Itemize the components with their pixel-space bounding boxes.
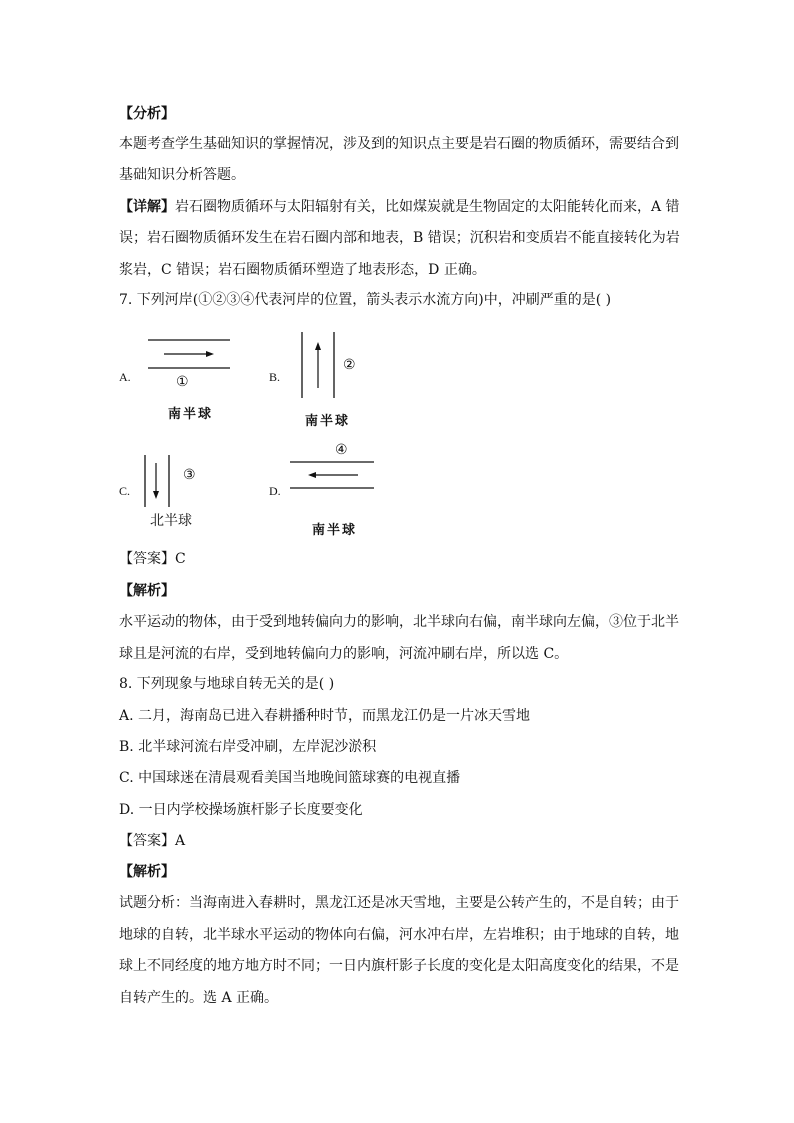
q8-analysis-line-3: 球上不同经度的地方地方时不同；一日内旗杆影子长度的变化是太阳高度变化的结果，不是 (119, 958, 679, 974)
q7-option-c-label: C. (119, 484, 131, 498)
q8-option-d: D. 一日内学校操场旗杆影子长度要变化 (119, 802, 363, 818)
q7-marker-b: ② (343, 357, 356, 373)
q7-caption-d: 南半球 (312, 523, 358, 538)
q7-option-d-label: D. (269, 484, 281, 498)
q7-caption-a: 南半球 (168, 407, 214, 422)
detail-heading: 【详解】 (119, 199, 175, 215)
q8-stem: 8. 下列现象与地球自转无关的是( ) (119, 676, 335, 692)
q8-analysis-heading: 【解析】 (119, 864, 175, 880)
q8-answer: 【答案】A (119, 833, 186, 849)
q7-marker-c: ③ (183, 467, 196, 483)
q7-analysis-line-2: 球且是河流的右岸，受到地转偏向力的影响，河流冲刷右岸，所以选 C。 (119, 646, 569, 662)
q8-option-a: A. 二月，海南岛已进入春耕播种时节，而黑龙江仍是一片冰天雪地 (119, 708, 531, 724)
q7-diagram-b (299, 332, 339, 402)
q8-analysis-line-2: 地球的自转，北半球水平运动的物体向右偏，河水冲右岸，左岩堆积；由于地球的自转，地 (119, 927, 679, 943)
q7-analysis-line-1: 水平运动的物体，由于受到地转偏向力的影响，北半球向右偏，南半球向左偏，③位于北半 (119, 614, 679, 630)
detail-line-2: 误；岩石圈物质循环发生在岩石圈内部和地表，B 错误；沉积岩和变质岩不能直接转化为岩 (119, 230, 680, 246)
q7-marker-d: ④ (335, 442, 348, 458)
q7-stem: 7. 下列河岸(①②③④代表河岸的位置，箭头表示水流方向)中，冲刷严重的是( ) (119, 292, 612, 308)
q8-option-c: C. 中国球迷在清晨观看美国当地晚间篮球赛的电视直播 (119, 770, 461, 786)
analysis-line-1: 本题考查学生基础知识的掌握情况，涉及到的知识点主要是岩石圈的物质循环，需要结合到 (119, 136, 679, 152)
q7-diagram-c (142, 455, 174, 511)
q8-option-b: B. 北半球河流右岸受冲刷，左岸泥沙淤积 (119, 739, 377, 755)
q7-diagram-d (290, 460, 376, 492)
q7-option-b-label: B. (269, 370, 281, 384)
q7-answer: 【答案】C (119, 551, 186, 567)
q7-diagram-a (148, 338, 232, 372)
detail-line-1 (119, 199, 680, 215)
detail-line-3: 浆岩，C 错误；岩石圈物质循环塑造了地表形态，D 正确。 (119, 262, 486, 278)
q7-caption-c: 北半球 (150, 513, 192, 529)
q8-analysis-line-4: 自转产生的。选 A 正确。 (119, 990, 279, 1006)
q7-marker-a: ① (176, 374, 189, 390)
q7-option-a-label: A. (119, 370, 131, 384)
analysis-line-2: 基础知识分析答题。 (119, 167, 245, 183)
analysis-heading: 【分析】 (119, 106, 175, 122)
q7-caption-b: 南半球 (305, 414, 351, 429)
detail-text-1: 岩石圈物质循环与太阳辐射有关，比如煤炭就是生物固定的太阳能转化而来，A 错 (175, 199, 680, 215)
q8-analysis-line-1: 试题分析：当海南进入春耕时，黑龙江还是冰天雪地，主要是公转产生的，不是自转；由于 (119, 895, 679, 911)
q7-analysis-heading: 【解析】 (119, 583, 175, 599)
